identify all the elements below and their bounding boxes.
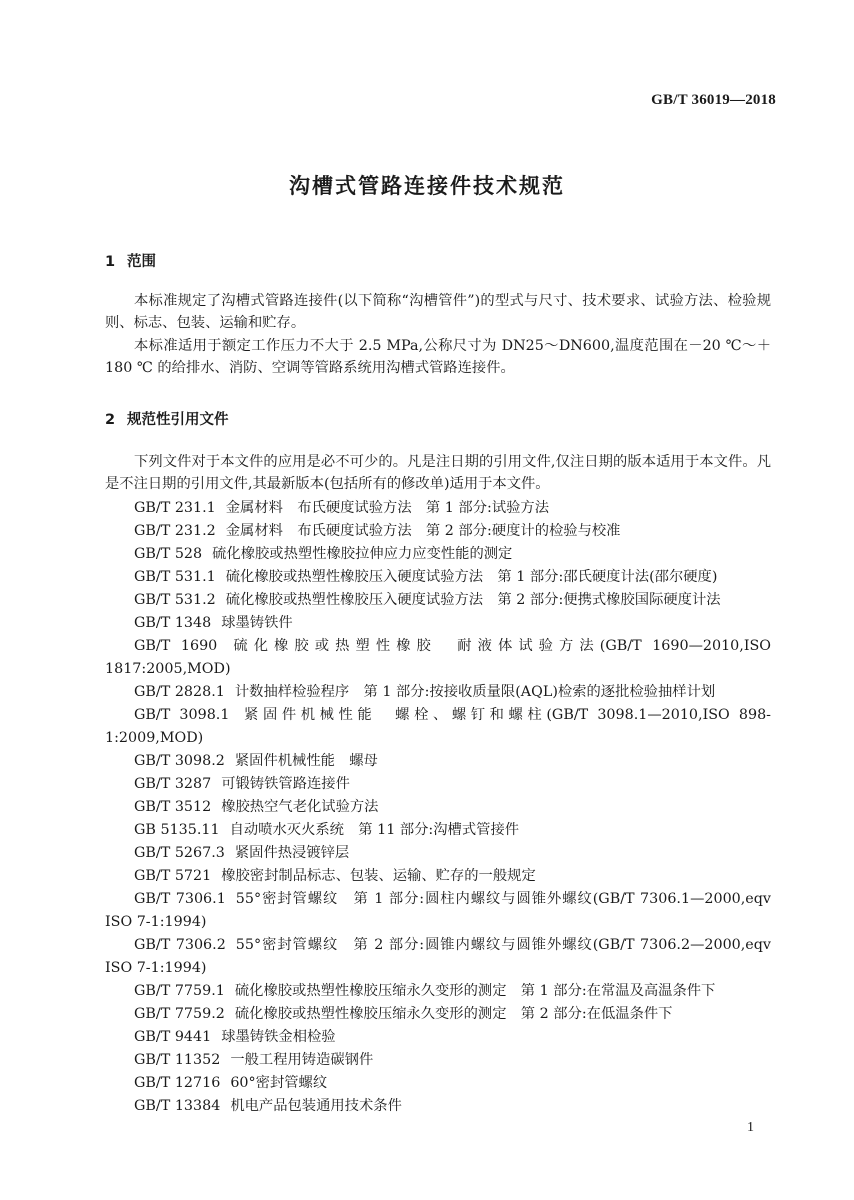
reference-item — [105, 1026, 771, 1049]
reference-code: GB/T 9441 — [134, 1029, 212, 1045]
reference-code: GB 5135.11 — [134, 822, 220, 838]
reference-title: 机电产品包装通用技术条件 — [230, 1098, 402, 1114]
reference-code: GB/T 7306.1 — [134, 891, 226, 907]
reference-item — [105, 1049, 771, 1072]
section-1-number: 1 — [105, 254, 116, 270]
reference-code: GB/T 3098.1 — [134, 707, 230, 723]
reference-title: 55°密封管螺纹 第 2 部分:圆锥内螺纹与圆锥外螺纹(GB/T 7306.2—2000,eqv ISO 7-1:1994) — [105, 937, 771, 976]
reference-title: 橡胶热空气老化试验方法 — [221, 799, 379, 815]
reference-title: 硫化橡胶或热塑性橡胶拉伸应力应变性能的测定 — [212, 546, 513, 562]
reference-title: 硫化橡胶或热塑性橡胶压入硬度试验方法 第 1 部分:邵氏硬度计法(邵尔硬度) — [225, 569, 718, 585]
reference-title: 自动喷水灭火系统 第 11 部分:沟槽式管接件 — [229, 822, 520, 838]
reference-item — [105, 796, 771, 819]
reference-item — [105, 497, 771, 520]
reference-code: GB/T 1348 — [134, 615, 212, 631]
section-2-title: 规范性引用文件 — [127, 412, 229, 428]
reference-title: 可锻铸铁管路连接件 — [221, 776, 350, 792]
reference-title: 硫化橡胶或热塑性橡胶压缩永久变形的测定 第 1 部分:在常温及高温条件下 — [234, 983, 716, 999]
reference-item — [105, 865, 771, 888]
reference-item — [105, 1003, 771, 1026]
reference-title: 计数抽样检验程序 第 1 部分:按接收质量限(AQL)检索的逐批检验抽样计划 — [234, 684, 716, 700]
reference-item — [105, 704, 771, 750]
reference-title: 60°密封管螺纹 — [230, 1075, 328, 1091]
reference-code: GB/T 2828.1 — [134, 684, 225, 700]
reference-title: 硫化橡胶或热塑性橡胶压入硬度试验方法 第 2 部分:便携式橡胶国际硬度计法 — [225, 592, 721, 608]
reference-title: 金属材料 布氏硬度试验方法 第 2 部分:硬度计的检验与校准 — [225, 523, 621, 539]
reference-code: GB/T 231.1 — [134, 500, 216, 516]
reference-title: 橡胶密封制品标志、包装、运输、贮存的一般规定 — [221, 868, 536, 884]
reference-item — [105, 773, 771, 796]
reference-item — [105, 589, 771, 612]
reference-code: GB/T 1690 — [134, 638, 218, 654]
reference-code: GB/T 5267.3 — [134, 845, 225, 861]
reference-title: 55°密封管螺纹 第 1 部分:圆柱内螺纹与圆锥外螺纹(GB/T 7306.1—2000,eqv ISO 7-1:1994) — [105, 891, 771, 930]
reference-code: GB/T 5721 — [134, 868, 212, 884]
reference-item — [105, 566, 771, 589]
reference-title: 紧固件机械性能 螺母 — [234, 753, 378, 769]
reference-code: GB/T 531.1 — [134, 569, 216, 585]
reference-item — [105, 681, 771, 704]
standard-number: GB/T 36019—2018 — [651, 92, 776, 108]
reference-title: 一般工程用铸造碳钢件 — [230, 1052, 374, 1068]
section-1-heading — [105, 250, 156, 271]
reference-item — [105, 842, 771, 865]
reference-item — [105, 934, 771, 980]
reference-code: GB/T 3098.2 — [134, 753, 225, 769]
reference-code: GB/T 531.2 — [134, 592, 216, 608]
reference-code: GB/T 7759.2 — [134, 1006, 225, 1022]
reference-title: 紧固件热浸镀锌层 — [234, 845, 350, 861]
reference-title: 金属材料 布氏硬度试验方法 第 1 部分:试验方法 — [225, 500, 549, 516]
reference-code: GB/T 3287 — [134, 776, 212, 792]
reference-item — [105, 543, 771, 566]
reference-title: 硫化橡胶或热塑性橡胶压缩永久变形的测定 第 2 部分:在低温条件下 — [234, 1006, 673, 1022]
reference-item — [105, 888, 771, 934]
reference-title: 球墨铸铁件 — [221, 615, 293, 631]
reference-title: 紧固件机械性能 螺栓、螺钉和螺柱(GB/T 3098.1—2010,ISO 898-1:2009,MOD) — [105, 707, 771, 746]
reference-code: GB/T 13384 — [134, 1098, 221, 1114]
reference-title: 硫化橡胶或热塑性橡胶 耐液体试验方法(GB/T 1690—2010,ISO 1817:2005,MOD) — [105, 638, 771, 677]
reference-code: GB/T 528 — [134, 546, 203, 562]
reference-code: GB/T 11352 — [134, 1052, 221, 1068]
section-2-number: 2 — [105, 412, 116, 428]
reference-item — [105, 750, 771, 773]
section-2-heading — [105, 408, 229, 429]
section-1-title: 范围 — [127, 254, 156, 270]
reference-item — [105, 612, 771, 635]
reference-code: GB/T 7759.1 — [134, 983, 225, 999]
reference-code: GB/T 7306.2 — [134, 937, 226, 953]
reference-item — [105, 635, 771, 681]
page-number: 1 — [747, 1120, 754, 1135]
section-2-intro: 下列文件对于本文件的应用是必不可少的。凡是注日期的引用文件,仅注日期的版本适用于本文件。凡是不注日期的引用文件,其最新版本(包括所有的修改单)适用于本文件。 — [105, 454, 771, 492]
reference-item — [105, 1072, 771, 1095]
reference-code: GB/T 3512 — [134, 799, 212, 815]
reference-item — [105, 980, 771, 1003]
reference-code: GB/T 12716 — [134, 1075, 221, 1091]
section-1-paragraph-1: 本标准规定了沟槽式管路连接件(以下简称“沟槽管件”)的型式与尺寸、技术要求、试验方法、检验规则、标志、包装、运输和贮存。 — [105, 293, 771, 331]
reference-item — [105, 520, 771, 543]
reference-item — [105, 1095, 771, 1118]
reference-title: 球墨铸铁金相检验 — [221, 1029, 336, 1045]
document-title: 沟槽式管路连接件技术规范 — [289, 174, 565, 198]
reference-item — [105, 819, 771, 842]
section-1-paragraph-2: 本标准适用于额定工作压力不大于 2.5 MPa,公称尺寸为 DN25～DN600,温度范围在－20 ℃～＋180 ℃ 的给排水、消防、空调等管路系统用沟槽式管路连接件。 — [105, 338, 771, 376]
reference-list — [105, 497, 771, 1118]
reference-code: GB/T 231.2 — [134, 523, 216, 539]
